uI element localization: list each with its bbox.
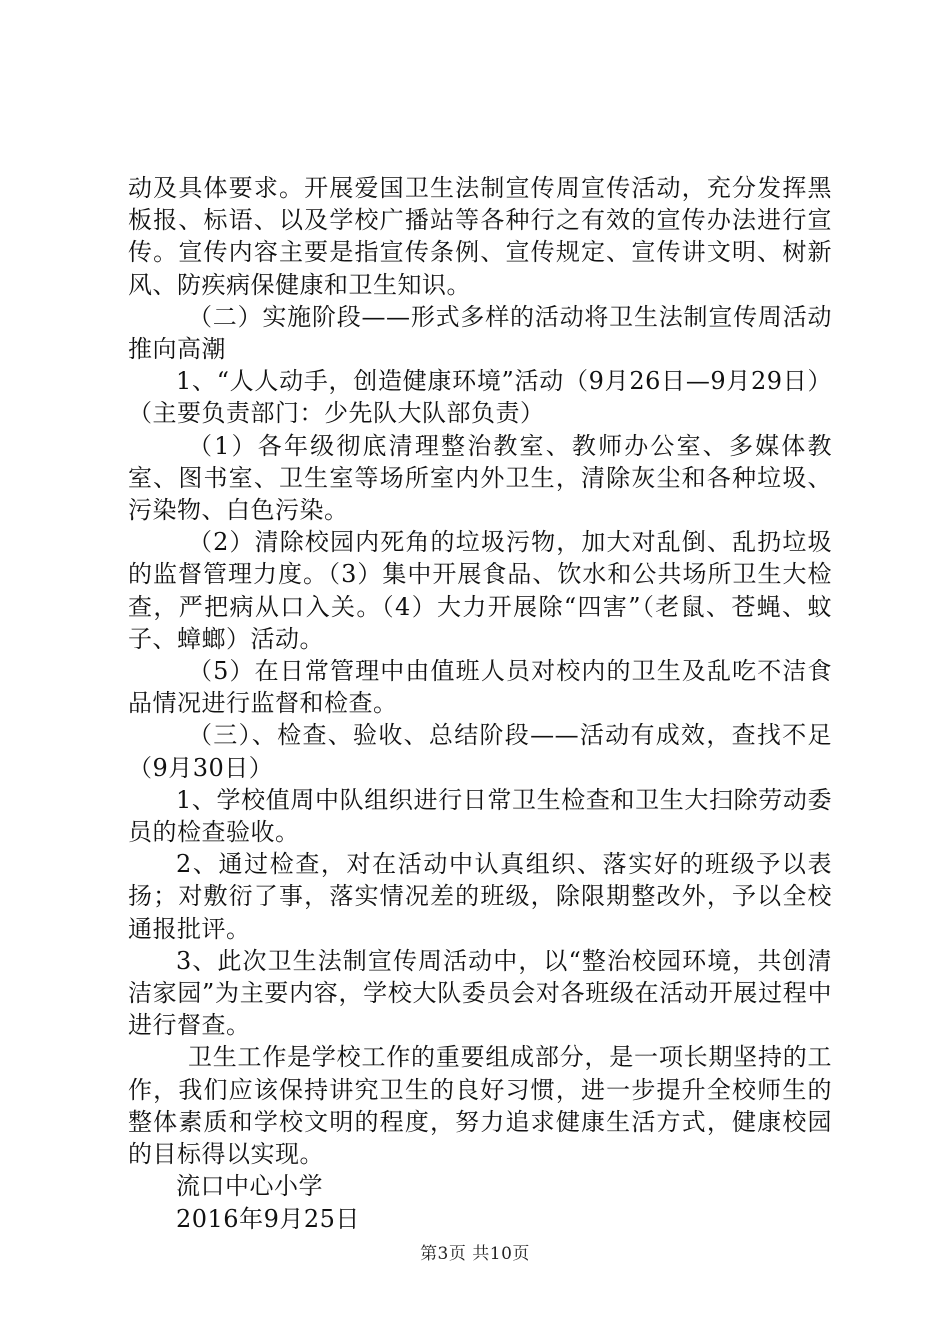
paragraph-item-5-supervision: （5）在日常管理中由值班人员对校内的卫生及乱吃不洁食品情况进行监督和检查。	[128, 657, 832, 718]
paragraph-items-2-4: （2）清除校园内死角的垃圾污物，加大对乱倒、乱扔垃圾的监督管理力度。（3）集中开展食品、饮水和公共场所卫生大检查，严把病从口入关。（4）大力开展除“四害”（老鼠、苍蝇、蚊子、蟑螂）活动。	[128, 528, 832, 653]
paragraph-conclusion: 卫生工作是学校工作的重要组成部分，是一项长期坚持的工作，我们应该保持讲究卫生的良好习惯，进一步提升全校师生的整体素质和学校文明的程度，努力追求健康生活方式，健康校园的目标得以实现。	[128, 1043, 832, 1169]
document-body	[128, 172, 832, 1235]
heading-implementation-stage: （二）实施阶段——形式多样的活动将卫生法制宣传周活动推向高潮	[128, 302, 832, 364]
paragraph-inspection-3: 3、此次卫生法制宣传周活动中，以“整治校园环境，共创清洁家园”为主要内容，学校大队委员会对各班级在活动开展过程中进行督查。	[128, 946, 832, 1040]
heading-inspection-stage: （三）、检查、验收、总结阶段——活动有成效，查找不足（9月30日）	[128, 721, 832, 782]
paragraph-item-1-cleaning: （1）各年级彻底清理整治教室、教师办公室、多媒体教室、图书室、卫生室等场所室内外卫生，清除灰尘和各种垃圾、污染物、白色污染。	[128, 431, 832, 525]
paragraph-healthy-environment-activity: 1、“人人动手，创造健康环境”活动（9月26日—9月29日）（主要负责部门：少先队大队部负责）	[128, 367, 832, 428]
paragraph-inspection-1: 1、学校值周中队组织进行日常卫生检查和卫生大扫除劳动委员的检查验收。	[128, 785, 832, 847]
paragraph-publicity-requirements: 动及具体要求。开展爱国卫生法制宣传周宣传活动，充分发挥黑板报、标语、以及学校广播站等各种行之有效的宣传办法进行宣传。宣传内容主要是指宣传条例、宣传规定、宣传讲文明、树新风、防疾病保健康和卫生知识。	[128, 174, 832, 299]
signature-school-name: 流口中心小学	[176, 1172, 323, 1201]
page-footer: 第3页 共10页	[420, 1244, 530, 1264]
signature-date: 2016年9月25日	[176, 1204, 360, 1233]
paragraph-inspection-2: 2、通过检查，对在活动中认真组织、落实好的班级予以表扬；对敷衍了事，落实情况差的班级，除限期整改外，予以全校通报批评。	[128, 850, 832, 943]
